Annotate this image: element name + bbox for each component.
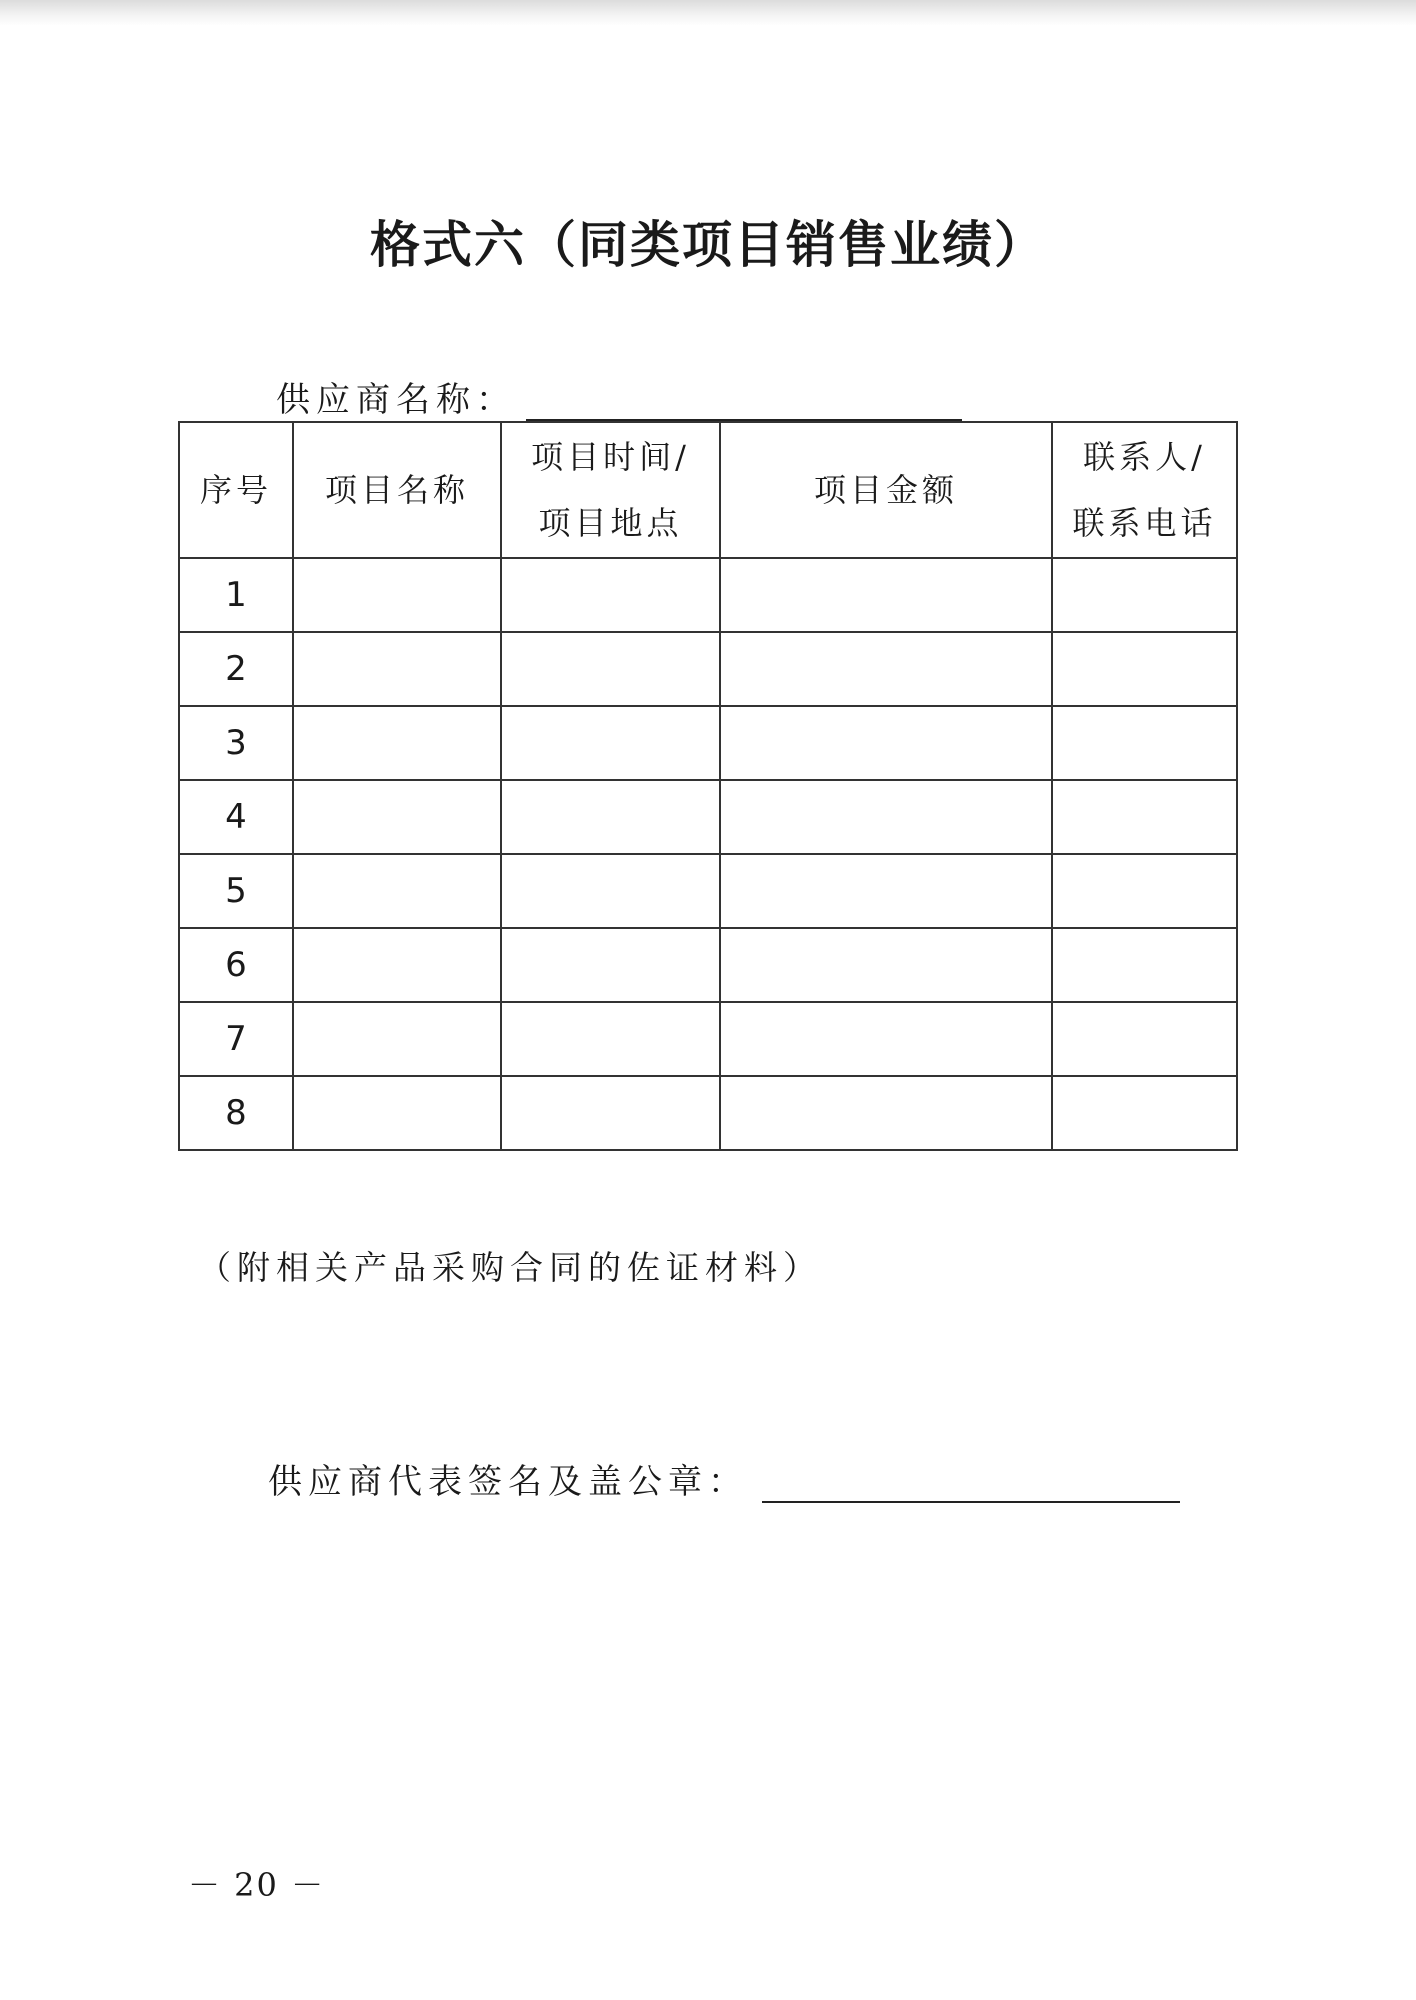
cell-project-amount[interactable] xyxy=(720,854,1052,928)
cell-project-name[interactable] xyxy=(293,780,501,854)
cell-project-time-location[interactable] xyxy=(501,854,720,928)
cell-project-amount[interactable] xyxy=(720,928,1052,1002)
cell-project-name[interactable] xyxy=(293,632,501,706)
cell-contact[interactable] xyxy=(1052,558,1237,632)
cell-project-name[interactable] xyxy=(293,854,501,928)
header-index: 序号 xyxy=(179,422,293,558)
header-project-name: 项目名称 xyxy=(293,422,501,558)
cell-project-time-location[interactable] xyxy=(501,780,720,854)
table-row xyxy=(179,632,1237,706)
cell-index xyxy=(179,1076,293,1150)
cell-index xyxy=(179,780,293,854)
scan-edge xyxy=(0,0,1416,26)
table-row xyxy=(179,1002,1237,1076)
cell-project-time-location[interactable] xyxy=(501,1076,720,1150)
signature-row xyxy=(268,1454,1180,1503)
cell-index xyxy=(179,706,293,780)
cell-index xyxy=(179,854,293,928)
cell-contact[interactable] xyxy=(1052,1076,1237,1150)
cell-contact[interactable] xyxy=(1052,854,1237,928)
cell-index xyxy=(179,1002,293,1076)
header-row xyxy=(179,422,1237,558)
signature-blank[interactable] xyxy=(762,1463,1180,1503)
cell-contact[interactable] xyxy=(1052,928,1237,1002)
cell-contact[interactable] xyxy=(1052,706,1237,780)
table-row xyxy=(179,780,1237,854)
cell-index xyxy=(179,558,293,632)
cell-project-name[interactable] xyxy=(293,558,501,632)
cell-project-amount[interactable] xyxy=(720,706,1052,780)
cell-project-name[interactable] xyxy=(293,1002,501,1076)
row-number: 5 xyxy=(225,871,247,911)
row-number: 8 xyxy=(225,1093,247,1133)
cell-project-time-location[interactable] xyxy=(501,632,720,706)
row-number: 4 xyxy=(225,797,247,837)
table-row xyxy=(179,706,1237,780)
page-number: － 20 － xyxy=(188,1866,326,1904)
header-project-time-location: 项目时间/ 项目地点 xyxy=(501,422,720,558)
table-body xyxy=(179,558,1237,1150)
attachment-note: （附相关产品采购合同的佐证材料） xyxy=(198,1248,822,1287)
sales-performance-table xyxy=(178,421,1238,1151)
cell-index xyxy=(179,632,293,706)
supplier-name-row xyxy=(276,372,962,421)
supplier-name-blank[interactable] xyxy=(526,381,962,421)
header-contact: 联系人/ 联系电话 xyxy=(1052,422,1237,558)
row-number: 2 xyxy=(225,649,247,689)
cell-contact[interactable] xyxy=(1052,780,1237,854)
cell-project-time-location[interactable] xyxy=(501,706,720,780)
table-row xyxy=(179,558,1237,632)
cell-project-name[interactable] xyxy=(293,928,501,1002)
cell-project-name[interactable] xyxy=(293,1076,501,1150)
row-number: 3 xyxy=(225,723,247,763)
cell-index xyxy=(179,928,293,1002)
page-title: 格式六（同类项目销售业绩） xyxy=(370,216,1046,274)
cell-project-amount[interactable] xyxy=(720,780,1052,854)
cell-project-time-location[interactable] xyxy=(501,1002,720,1076)
cell-contact[interactable] xyxy=(1052,1002,1237,1076)
cell-contact[interactable] xyxy=(1052,632,1237,706)
row-number: 1 xyxy=(225,575,247,615)
signature-label: 供应商代表签名及盖公章： xyxy=(268,1462,748,1502)
cell-project-name[interactable] xyxy=(293,706,501,780)
cell-project-time-location[interactable] xyxy=(501,558,720,632)
table-row xyxy=(179,928,1237,1002)
header-project-amount: 项目金额 xyxy=(720,422,1052,558)
supplier-name-label: 供应商名称： xyxy=(276,380,516,420)
cell-project-time-location[interactable] xyxy=(501,928,720,1002)
table-row xyxy=(179,854,1237,928)
table-row xyxy=(179,1076,1237,1150)
row-number: 6 xyxy=(225,945,247,985)
cell-project-amount[interactable] xyxy=(720,1076,1052,1150)
cell-project-amount[interactable] xyxy=(720,632,1052,706)
cell-project-amount[interactable] xyxy=(720,558,1052,632)
cell-project-amount[interactable] xyxy=(720,1002,1052,1076)
row-number: 7 xyxy=(225,1019,247,1059)
